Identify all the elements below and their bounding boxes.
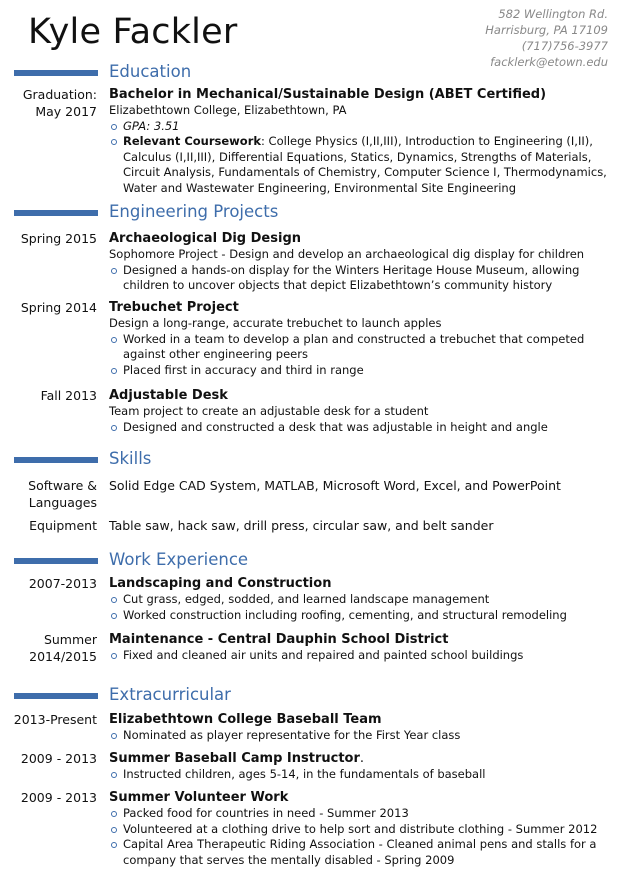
contact-info <box>485 6 608 70</box>
skill-label-line-1: Software & <box>28 478 97 493</box>
activity-name: Summer Volunteer Work <box>109 790 289 805</box>
contact-city: Harrisburg, PA 17109 <box>485 23 608 37</box>
contact-email[interactable]: facklerk@etown.edu <box>490 55 608 69</box>
section-education <box>14 62 614 82</box>
extra-entry <box>109 789 614 868</box>
skill-label-line-2: Languages <box>28 495 97 510</box>
job-title: Landscaping and Construction <box>109 576 332 591</box>
activity-name: Elizabethtown College Baseball Team <box>109 712 382 727</box>
activity-name: Summer Baseball Camp Instructor <box>109 751 360 766</box>
date-line-2: 2014/2015 <box>29 649 97 664</box>
contact-address: 582 Wellington Rd. <box>498 7 608 21</box>
education-bullets <box>109 119 614 197</box>
section-bar <box>14 558 98 564</box>
job-title: Maintenance - Central Dauphin School District <box>109 632 449 647</box>
list-item: Nominated as player representative for the First Year class <box>109 728 614 744</box>
section-projects <box>14 202 614 222</box>
section-title: Education <box>109 62 192 81</box>
date-label: Fall 2013 <box>40 388 97 403</box>
section-bar <box>14 457 98 463</box>
project-desc: Design a long-range, accurate trebuchet to launch apples <box>109 316 442 330</box>
project-bullets <box>109 263 614 294</box>
work-entry <box>109 575 614 623</box>
section-work <box>14 550 614 570</box>
date-label: 2007-2013 <box>28 576 97 591</box>
list-item: Cut grass, edged, sodded, and learned landscape management <box>109 592 614 608</box>
activity-bullets <box>109 767 614 783</box>
project-name: Archaeological Dig Design <box>109 231 302 246</box>
contact-phone: (717)756-3977 <box>521 39 608 53</box>
project-entry <box>109 299 614 378</box>
list-item: Designed a hands-on display for the Winters Heritage House Museum, allowing children to uncover objects that depict Elizabethtown’s community history <box>109 263 614 294</box>
section-bar <box>14 70 98 76</box>
date-label: 2009 - 2013 <box>20 751 97 766</box>
activity-title <box>109 789 614 806</box>
activity-bullets <box>109 728 614 744</box>
section-title: Extracurricular <box>109 685 231 704</box>
list-item <box>109 119 614 135</box>
project-name: Trebuchet Project <box>109 300 239 315</box>
date-label: 2009 - 2013 <box>20 790 97 805</box>
job-bullets <box>109 592 614 623</box>
activity-bullets <box>109 806 614 868</box>
section-skills <box>14 449 614 469</box>
school: Elizabethtown College, Elizabethtown, PA <box>109 103 347 117</box>
project-bullets <box>109 332 614 379</box>
skill-label <box>0 477 97 511</box>
activity-suffix: . <box>359 751 365 766</box>
date-label: 2013-Present <box>13 712 97 727</box>
project-bullets <box>109 420 614 436</box>
activity-title <box>109 750 614 767</box>
date-label: Spring 2015 <box>20 231 97 246</box>
list-item: Capital Area Therapeutic Riding Association - Cleaned animal pens and stalls for a company that serves the mentally disabled - Spring 2009 <box>109 837 614 868</box>
extra-entry <box>109 750 614 783</box>
activity-title <box>109 711 614 728</box>
project-desc: Sophomore Project - Design and develop an archaeological dig display for children <box>109 247 585 261</box>
coursework-label: Relevant Coursework <box>123 134 262 149</box>
project-name: Adjustable Desk <box>109 388 228 403</box>
skill-label: Equipment <box>29 518 97 533</box>
project-entry <box>109 230 614 294</box>
section-bar <box>14 693 98 699</box>
section-extracurricular <box>14 685 614 705</box>
project-entry <box>109 387 614 435</box>
list-item: Worked in a team to develop a plan and constructed a trebuchet that competed against other engineering peers <box>109 332 614 363</box>
job-bullets <box>109 648 614 664</box>
section-title: Engineering Projects <box>109 202 279 221</box>
list-item: Designed and constructed a desk that was adjustable in height and angle <box>109 420 614 436</box>
date-line-1: Graduation: <box>22 87 97 102</box>
section-title: Skills <box>109 449 152 468</box>
date-label: Spring 2014 <box>20 300 97 315</box>
education-entry <box>109 86 614 197</box>
degree: Bachelor in Mechanical/Sustainable Design (ABET Certified) <box>109 87 547 102</box>
skill-value: Solid Edge CAD System, MATLAB, Microsoft Word, Excel, and PowerPoint <box>109 478 561 493</box>
date-line-1: Summer <box>43 632 97 647</box>
list-item: Fixed and cleaned air units and repaired and painted school buildings <box>109 648 614 664</box>
section-bar <box>14 210 98 216</box>
list-item <box>109 134 614 196</box>
resume-name: Kyle Fackler <box>28 12 238 52</box>
skill-value: Table saw, hack saw, drill press, circular saw, and belt sander <box>109 518 494 533</box>
list-item: Instructed children, ages 5-14, in the fundamentals of baseball <box>109 767 614 783</box>
list-item: Packed food for countries in need - Summer 2013 <box>109 806 614 822</box>
project-desc: Team project to create an adjustable desk for a student <box>109 404 429 418</box>
list-item: Volunteered at a clothing drive to help sort and distribute clothing - Summer 2012 <box>109 822 614 838</box>
list-item: Placed first in accuracy and third in range <box>109 363 614 379</box>
date-line-2: May 2017 <box>35 104 97 119</box>
list-item: Worked construction including roofing, cementing, and structural remodeling <box>109 608 614 624</box>
date-label <box>0 86 97 120</box>
work-entry <box>109 631 614 664</box>
extra-entry <box>109 711 614 744</box>
coursework: : College Physics (I,II,III), Introduction to Engineering (I,II), Calculus (I,II,III), Differential Equations, Statics, Dynamics, Strengths of Materials, Circuit Analysis, Fundamentals of Chemistry, Computer Science I, Thermodynamics, Water and Wastewater Engineering, Environmental Site Engineering <box>123 134 607 195</box>
gpa: GPA: 3.51 <box>123 118 180 133</box>
date-label <box>0 631 97 665</box>
section-title: Work Experience <box>109 550 249 569</box>
